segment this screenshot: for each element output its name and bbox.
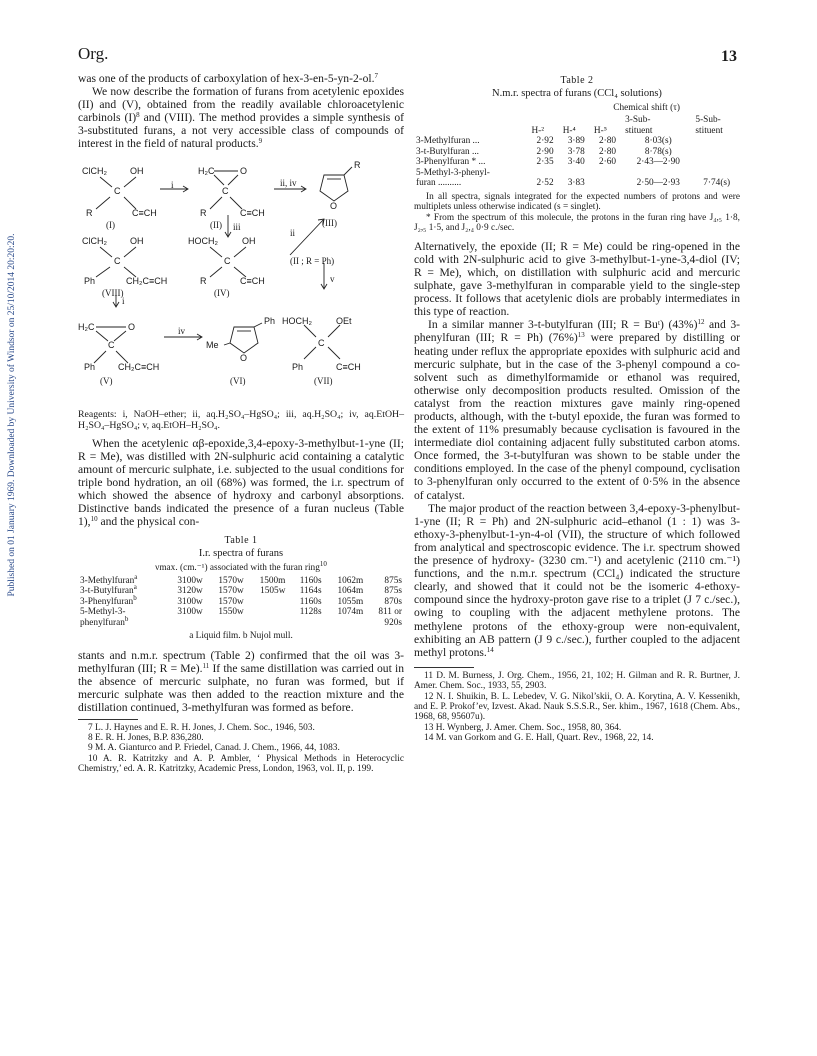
row-name: 5-Methyl-3-phenyl- [416, 167, 490, 178]
compound-number: (I) [106, 219, 115, 230]
table-cell: 2·43—2·90 [636, 157, 680, 168]
paragraph: When the acetylenic αβ-epoxide,3,4-epoxy-3-methylbut-1-yne (II; R = Me), was distilled with 2N-sulphuric acid containing a catalytic amount of mercuric sulphate, i.e. subjected to the usual conditions for triple bond hydration, an oil (68%) was formed, the i.r. spectrum of which showed the absence of hydroxy and carbonyl absorptions. Distinctive bands indicated the presence of a furan nucleus (Table 1),$^{10}$ and the physical con- [78, 436, 404, 529]
compound-number: (V) [100, 375, 113, 386]
references-right [414, 671, 740, 744]
table-title: Table 1 [224, 535, 258, 547]
atom-label: C [108, 339, 115, 350]
table-caption: I.r. spectra of furans [198, 548, 284, 560]
paragraph: The major product of the reaction between 3,4-epoxy-3-phenylbut-1-yne (II; R = Ph) and 2N-sulphuric acid–ethanol (1 : 1) was 3-ethoxy-3-phenylbut-1-yn-4-ol (VII), the structure of which followed from analytical and spectroscopic evidence. The i.r. spectrum showed the presence of hydroxy- (3230 cm.⁻¹) and acetylenic (2110 cm.⁻¹) functions, and the n.m.r. spectrum (CCl₄) indicated the structure clearly, and showed that it could not be the isomeric 4-ethoxy-compound since the hydroxy-proton gave rise to a triplet (J 7 c./sec.), owing to coupling with the adjacent methylene protons. The methylene protons of the ethoxy-group were non-equivalent, exhibiting an AB pattern (J 9 c./sec.), further coupled to the adjacent methyl protons.$^{14}$ [414, 501, 740, 659]
atom-label: Ph [292, 361, 304, 372]
row-name: 3-t-Butylfuran$^a$ [80, 583, 137, 596]
table-row [78, 586, 404, 597]
row-name: 3-t-Butylfuran ... [416, 146, 479, 157]
paragraph: We now describe the formation of furans from acetylenic epoxides (II) and (V), obtained from the readily available chloroacetylenic carbinols $(I)^8$ and (VIII). The method provides a simple synthesis of 3-substituted furans, a not very accessible class of compounds of interest in the field of natural products.$^9$ [78, 85, 404, 151]
table-cell [623, 168, 693, 179]
table-cell: 2·92 [536, 136, 554, 147]
table-cell [246, 597, 288, 608]
table-cell: 1570w [218, 586, 244, 596]
table-cell [693, 147, 740, 158]
table-cell [693, 136, 740, 147]
compound-number: (VIII) [102, 287, 124, 298]
reference: 14 M. van Gorkom and G. E. Hall, Quart. Rev., 1968, 22, 14. [424, 733, 654, 744]
table-footnotes: a Liquid film. b Nujol mull. [189, 631, 293, 641]
right-column [414, 72, 740, 744]
table-cell: 3·83 [567, 178, 585, 189]
reagent-label: iii [233, 221, 241, 232]
table-cell: 1500m [259, 575, 286, 586]
table-title: Table 2 [560, 75, 594, 86]
reagent-label: i [171, 179, 174, 190]
row-name: phenylfuran$^b$ [80, 614, 129, 628]
table-cell: 1164s [299, 586, 322, 596]
atom-label: R [354, 159, 361, 170]
compound-number: (VII) [314, 375, 333, 386]
table-cell: 920s [384, 617, 402, 628]
atom-label: ClCH₂ [82, 235, 107, 246]
table-cell: 875s [384, 586, 402, 596]
paragraph: was one of the products of carboxylation of hex-3-en-5-yn-2-ol.$^7$ [78, 72, 379, 85]
atom-label: ClCH₂ [82, 165, 107, 176]
table-cell [529, 168, 560, 179]
column-header: 5-Sub- stituent [695, 115, 723, 136]
table-cell: 2·90 [536, 146, 554, 157]
atom-label: C [222, 185, 229, 196]
atom-label: Ph [84, 361, 96, 372]
table-cell: 1570w [218, 596, 244, 607]
atom-label: C [114, 255, 121, 266]
table-cell: 3100w [177, 596, 203, 607]
column-header [414, 115, 529, 136]
table-cell: 2·80 [598, 136, 617, 147]
table-cell [693, 157, 740, 168]
table-cell: 1570w [218, 575, 244, 586]
reagent-label: ii [290, 227, 296, 238]
row-name: 3-Methylfuran ... [416, 136, 480, 147]
reagent-label: v [330, 273, 335, 284]
atom-label: C≡CH [240, 275, 265, 286]
table-cell: 2·35 [536, 157, 554, 168]
paragraph: Alternatively, the epoxide (II; R = Me) could be ring-opened in the cold with 2N-sulphuric acid to give 3-methylbut-1-yne-3,4-diol (IV; R = Me), which, on distillation with sulphuric acid and mercuric sulphate, gave 3-methylfuran in comparable yield to the single-step process. It follows that acetylenic diols are probably intermediates in this type of reaction. [414, 239, 740, 319]
row-name: 3-Phenylfuran$^b$ [80, 593, 137, 607]
atom-label: OH [130, 235, 144, 246]
table-cell: 1505w [260, 586, 286, 596]
table-row [414, 147, 740, 158]
table-cell: 2·50—2·93 [636, 178, 680, 189]
column-header: H-² [531, 125, 545, 136]
table-cell: 7·74(s) [703, 178, 731, 189]
atom-label: C [318, 337, 325, 348]
atom-label: C≡CH [132, 207, 157, 218]
column-header: 3-Sub- stituent [625, 115, 653, 136]
table-cell: 1550w [218, 607, 244, 617]
table-row [78, 618, 404, 629]
atom-label: CH₂C≡CH [126, 275, 168, 286]
table-row [414, 168, 740, 179]
table-cell: 1128s [299, 607, 322, 617]
reference: 8 E. R. H. Jones, B.P. 836,280. [88, 732, 204, 743]
paragraph: In a similar manner 3-t-butylfuran (III; R = Buᵗ) $(43\%)^{12}$ and 3-phenylfuran (III; R = Ph) $(76\%)^{13}$ were prepared by distilling or heating under reflux the appropriate epoxides with sulphuric acid and mercuric sulphate, but in the case of the 3-phenyl compound a co-solvent such as dimethylformamide or ethanol was required, otherwise only decomposition products resulted. Omission of the catalyst from the reaction mixtures gave mainly ring-opened products, although, with the t-butyl epoxide, the furan was formed to the extent of 11% presumably because cyclisation is favoured in the intermediate diol containing adjacent fully substituted carbon atoms. Once formed, the 3-t-butylfuran was shown to be stable under the conditions employed. In the case of the phenyl compound, cyclisation to 3-phenylfuran only occurred to the extent of 0·5% in the absence of catalyst. [414, 318, 740, 502]
nmr-table [414, 115, 740, 189]
reference: 11 D. M. Burness, J. Org. Chem., 1956, 21, 102; H. Gilman and R. R. Burtner, J. Amer. Chem. Soc., 1933, 55, 2903. [414, 670, 740, 692]
table-cell: 3·40 [567, 157, 585, 168]
atom-label: H₂C [78, 321, 95, 332]
column-header: H-⁵ [593, 125, 607, 136]
atom-label: R [200, 275, 207, 286]
column-header: H-⁴ [562, 125, 576, 136]
footnote-rule [78, 719, 138, 720]
table-cell: 1074m [337, 607, 364, 617]
compound-number: (IV) [214, 287, 230, 298]
atom-label: C [224, 255, 231, 266]
table-row [78, 576, 404, 587]
table-cell: 3100w [177, 607, 203, 617]
atom-label: C≡CH [336, 361, 361, 372]
running-head: Org. [78, 44, 109, 63]
table-cell: 1160s [299, 596, 322, 607]
atom-label: C [114, 185, 121, 196]
table-cell: 1062m [337, 575, 364, 586]
table-row [414, 136, 740, 147]
row-name: 5-Methyl-3- [80, 607, 126, 617]
table-cell: 811 or [378, 607, 402, 617]
compound-number: (VI) [230, 375, 246, 386]
reference: 7 L. J. Haynes and E. R. H. Jones, J. Chem. Soc., 1946, 503. [88, 722, 315, 733]
atom-label: OH [242, 235, 256, 246]
table-note: In all spectra, signals integrated for the expected numbers of protons and were multiplets unless otherwise indicated (s = singlet). [414, 191, 740, 213]
table-row [414, 157, 740, 168]
reagent-label: (II ; R = Ph) [290, 255, 335, 266]
table-subheader: νmax. (cm.⁻¹) associated with the furan ring$^{10}$ [155, 560, 327, 574]
reagent-label: iv [178, 325, 186, 336]
table-row [78, 597, 404, 608]
table-cell [693, 168, 740, 179]
atom-label: R [200, 207, 207, 218]
paragraph: stants and n.m.r. spectrum (Table 2) confirmed that the oil was 3-methylfuran (III; R = Me).$^{11}$ If the same distillation was carried out in the absence of mercuric sulphate, no furan was formed, but if mercuric sulphate was then added to the reaction mixture and the distillation continued, 3-methylfuran was formed as before. [78, 649, 405, 715]
table-cell: 3·78 [567, 146, 585, 157]
atom-label: OH [130, 165, 144, 176]
download-watermark: Published on 01 January 1969. Downloaded by University of Windsor on 25/10/2014 20:20:20. [7, 233, 17, 597]
table-cell [246, 618, 288, 629]
reference: 13 H. Wynberg, J. Amer. Chem. Soc., 1958, 80, 364. [424, 722, 622, 733]
table-cell [561, 168, 592, 179]
table-cell [324, 618, 366, 629]
table-cell: 870s [384, 596, 402, 607]
compound-number: (III) [322, 217, 337, 228]
page-number: 13 [721, 48, 737, 65]
table-row [414, 178, 740, 189]
atom-label: CH₂C≡CH [118, 361, 160, 372]
table-cell: 3120w [177, 586, 203, 596]
table-cell [592, 168, 623, 179]
table-subcaption: Chemical shift (τ) [613, 103, 680, 114]
atom-label: HOCH₂ [282, 315, 312, 326]
atom-label: C≡CH [240, 207, 265, 218]
table-cell [287, 618, 323, 629]
atom-label: Me [206, 339, 219, 350]
atom-label: O [240, 165, 248, 176]
atom-label: O [330, 200, 338, 211]
table-cell: 2·80 [598, 146, 617, 157]
table-cell: 875s [384, 575, 402, 586]
table-cell [246, 607, 288, 618]
atom-label: HOCH₂ [188, 235, 218, 246]
table-note: * From the spectrum of this molecule, the protons in the furan ring have J₄,₅ 1·8, J₂,₅ 1·5, and J₂,₄ 0·9 c./sec. [414, 212, 740, 234]
reaction-scheme [78, 157, 404, 407]
left-column [78, 72, 404, 775]
reference: 12 N. I. Shuikin, B. L. Lebedev, V. G. Nikol’skii, O. A. Korytina, A. V. Kessenikh, and E. P. Prokof’ev, Izvest. Akad. Nauk S.S.S.R., Ser. khim., 1967, 1618 (Chem. Abs., 1968, 68, 95607u). [414, 691, 740, 723]
atom-label: OEt [336, 315, 352, 326]
table-cell: 3·89 [567, 136, 585, 147]
reagents-caption: Reagents: i, NaOH–ether; ii, aq.H₂SO₄–HgSO₄; iii, aq.H₂SO₄; iv, aq.EtOH–H₂SO₄–HgSO₄; v, aq.EtOH–H₂SO₄. [78, 408, 404, 431]
table-cell: 1160s [299, 575, 322, 586]
reagent-label: ii, iv [280, 177, 297, 188]
reagent-label: i [122, 295, 125, 306]
atom-label: Ph [84, 275, 96, 286]
atom-label: O [240, 352, 248, 363]
footnote-rule [414, 667, 474, 668]
reference: 10 A. R. Katritzky and A. P. Ambler, ‘ Physical Methods in Heterocyclic Chemistry,’ ed. A. R. Katritzky, Academic Press, London, 1963, vol. II, p. 199. [78, 753, 404, 775]
table-caption: N.m.r. spectra of furans (CCl₄ solutions) [492, 88, 662, 100]
ir-table [78, 572, 404, 629]
table-cell: 2·52 [536, 178, 554, 189]
row-name: 3-Methylfuran$^a$ [80, 572, 138, 586]
table-cell: 2·60 [598, 157, 617, 168]
references-left [78, 723, 404, 775]
row-name: 3-Phenylfuran * ... [416, 157, 486, 168]
table-cell: 1055m [337, 596, 364, 607]
atom-label: Ph [264, 315, 276, 326]
table-cell [164, 618, 205, 629]
atom-label: R [86, 207, 93, 218]
row-name: furan .......... [416, 178, 462, 189]
table-cell: 8·78(s) [644, 146, 672, 157]
compound-number: (II) [210, 219, 222, 230]
reference: 9 M. A. Gianturco and P. Friedel, Canad. J. Chem., 1966, 44, 1083. [88, 743, 340, 754]
atom-label: O [128, 321, 136, 332]
atom-label: H₂C [198, 165, 215, 176]
table-cell: 8·03(s) [644, 136, 672, 147]
table-cell [205, 618, 246, 629]
table-cell: 3100w [177, 575, 203, 586]
table-cell: 1064m [337, 586, 364, 596]
table-cell [592, 178, 623, 189]
